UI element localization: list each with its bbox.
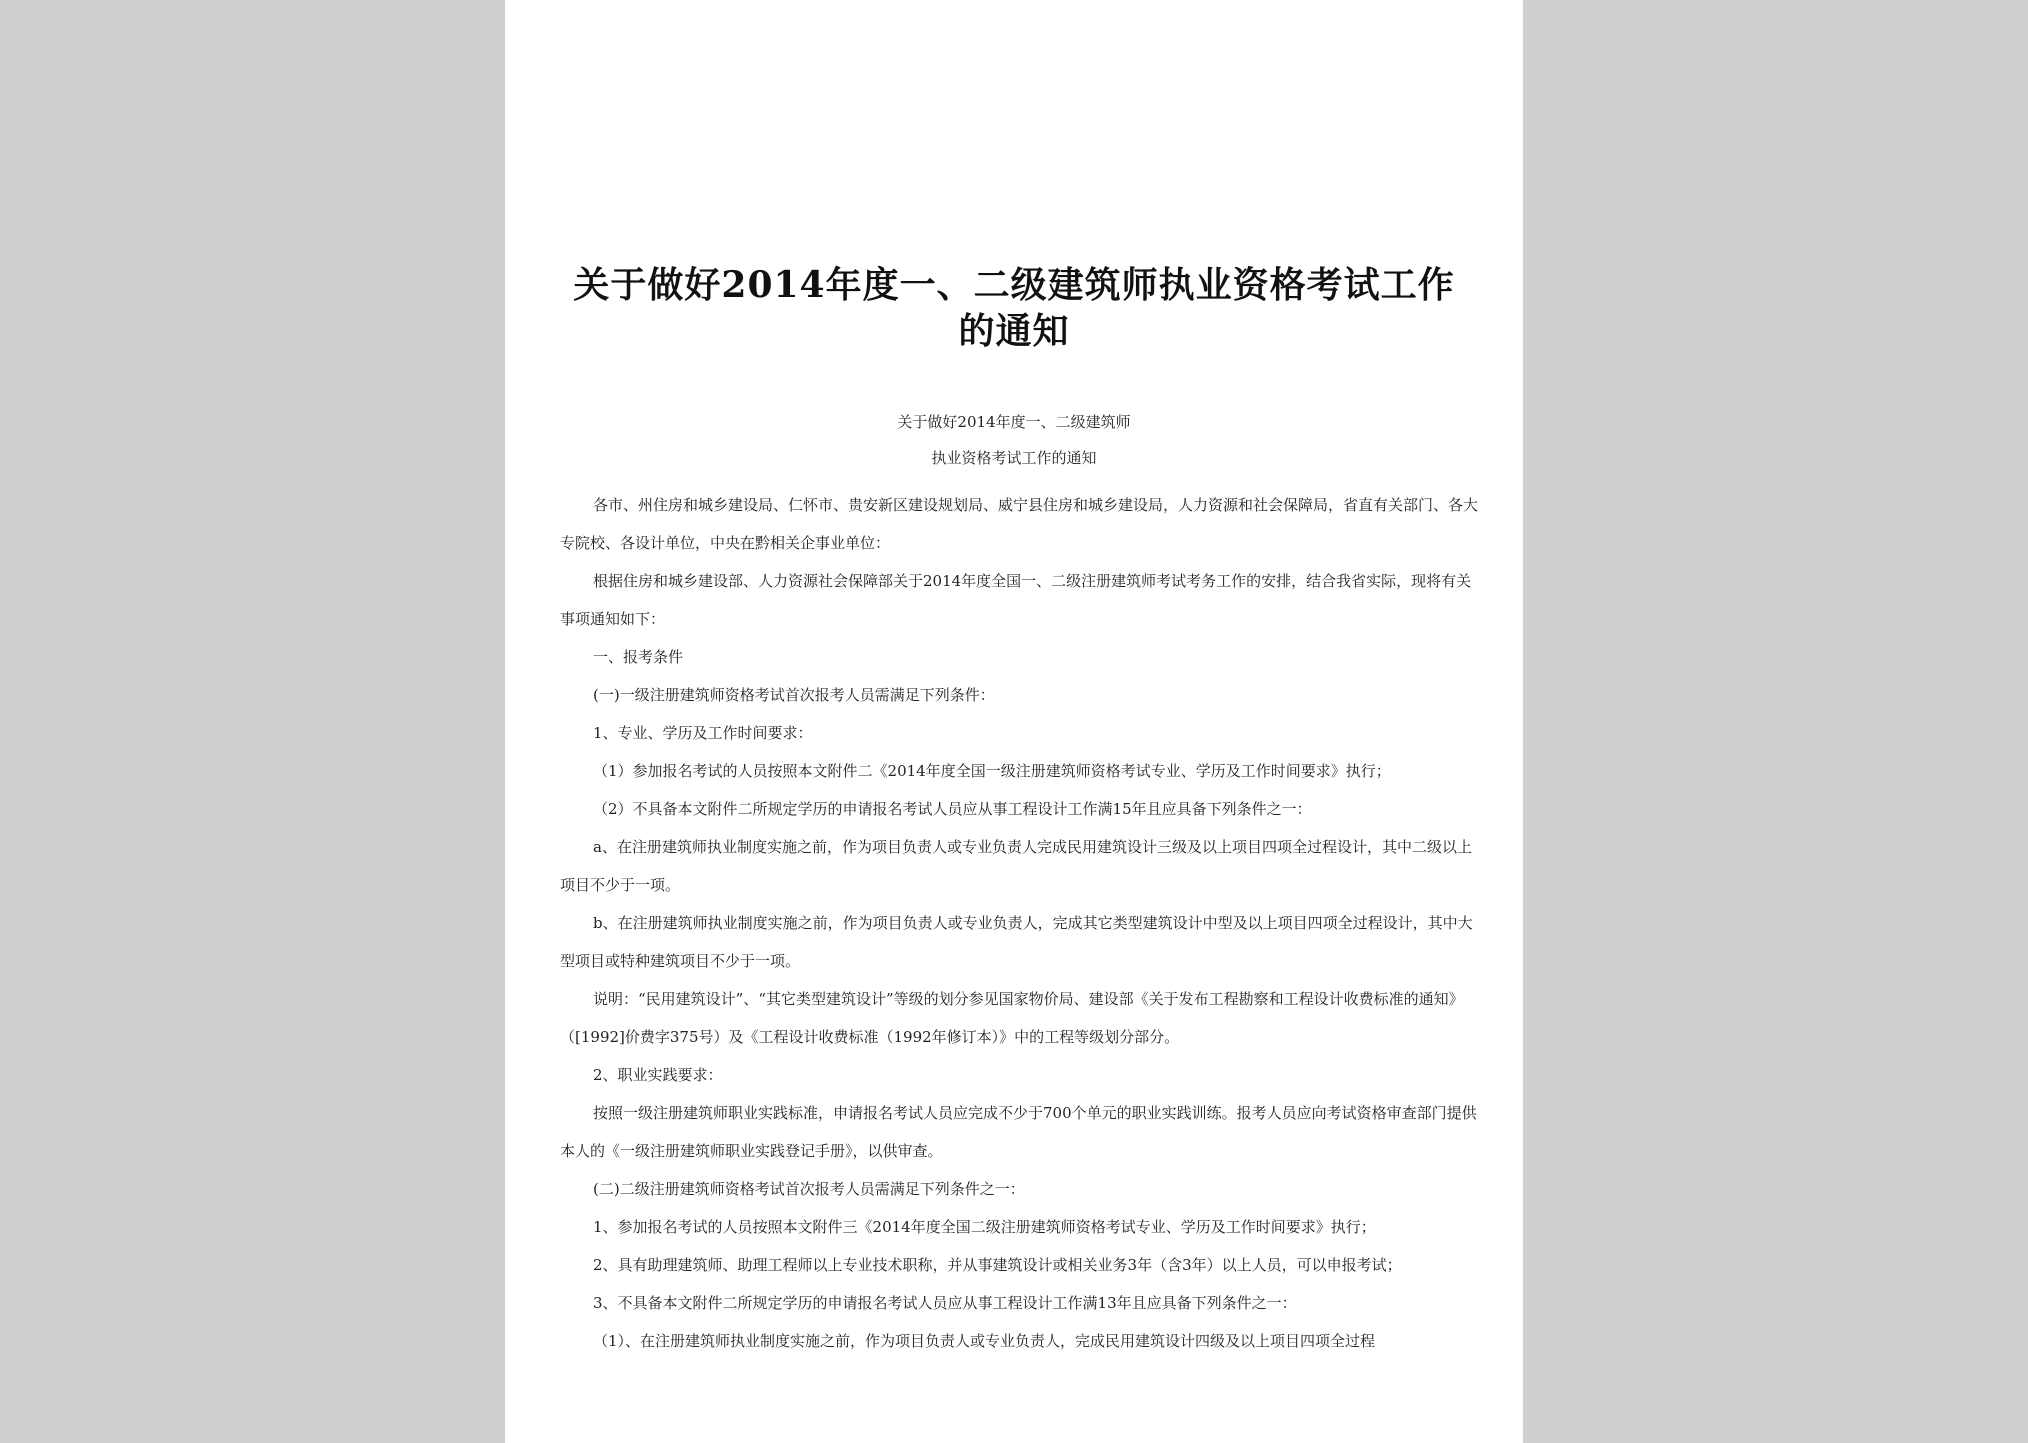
paragraph: 说明：“民用建筑设计”、“其它类型建筑设计”等级的划分参见国家物价局、建设部《关于发布工程勘察和工程设计收费标准的通知》（[1992]价费字375号）及《工程设计收费标准（1992年修订本）》中的工程等级划分部分。 bbox=[560, 990, 1464, 1046]
paragraph: （1）参加报名考试的人员按照本文附件二《2014年度全国一级注册建筑师资格考试专业、学历及工作时间要求》执行； bbox=[593, 762, 1391, 780]
document-title: 关于做好2014年度一、二级建筑师执业资格考试工作的通知 bbox=[573, 264, 1455, 352]
paragraph: 1、参加报名考试的人员按照本文附件三《2014年度全国二级注册建筑师资格考试专业、学历及工作时间要求》执行； bbox=[593, 1218, 1376, 1236]
paragraph: 根据住房和城乡建设部、人力资源社会保障部关于2014年度全国一、二级注册建筑师考试考务工作的安排，结合我省实际，现将有关事项通知如下： bbox=[560, 572, 1472, 628]
paragraph: a、在注册建筑师执业制度实施之前，作为项目负责人或专业负责人完成民用建筑设计三级及以上项目四项全过程设计，其中二级以上项目不少于一项。 bbox=[560, 838, 1472, 894]
document-subtitle-line2: 执业资格考试工作的通知 bbox=[931, 449, 1097, 467]
section-heading: 一、报考条件 bbox=[593, 648, 684, 666]
paragraph: （1）、在注册建筑师执业制度实施之前，作为项目负责人或专业负责人，完成民用建筑设计四级及以上项目四项全过程 bbox=[593, 1332, 1376, 1350]
paragraph: 1、专业、学历及工作时间要求： bbox=[593, 724, 813, 742]
paragraph: b、在注册建筑师执业制度实施之前，作为项目负责人或专业负责人，完成其它类型建筑设计中型及以上项目四项全过程设计，其中大型项目或特种建筑项目不少于一项。 bbox=[560, 914, 1473, 970]
paragraph: （2）不具备本文附件二所规定学历的申请报名考试人员应从事工程设计工作满15年且应具备下列条件之一： bbox=[593, 800, 1312, 818]
paragraph: (二)二级注册建筑师资格考试首次报考人员需满足下列条件之一： bbox=[593, 1180, 1025, 1198]
paragraph: 2、具有助理建筑师、助理工程师以上专业技术职称，并从事建筑设计或相关业务3年（含3年）以上人员，可以申报考试； bbox=[593, 1256, 1402, 1274]
document-body bbox=[560, 486, 1480, 1360]
document-page bbox=[505, 0, 1523, 1443]
document-subtitle-line1: 关于做好2014年度一、二级建筑师 bbox=[897, 413, 1131, 431]
paragraph: 按照一级注册建筑师职业实践标准，申请报名考试人员应完成不少于700个单元的职业实践训练。报考人员应向考试资格审查部门提供本人的《一级注册建筑师职业实践登记手册》，以供审查。 bbox=[560, 1104, 1477, 1160]
paragraph: 3、不具备本文附件二所规定学历的申请报名考试人员应从事工程设计工作满13年且应具备下列条件之一： bbox=[593, 1294, 1297, 1312]
paragraph: (一)一级注册建筑师资格考试首次报考人员需满足下列条件： bbox=[593, 686, 995, 704]
paragraph: 各市、州住房和城乡建设局、仁怀市、贵安新区建设规划局、威宁县住房和城乡建设局，人力资源和社会保障局，省直有关部门、各大专院校、各设计单位，中央在黔相关企事业单位： bbox=[560, 496, 1479, 552]
paragraph: 2、职业实践要求： bbox=[593, 1066, 723, 1084]
